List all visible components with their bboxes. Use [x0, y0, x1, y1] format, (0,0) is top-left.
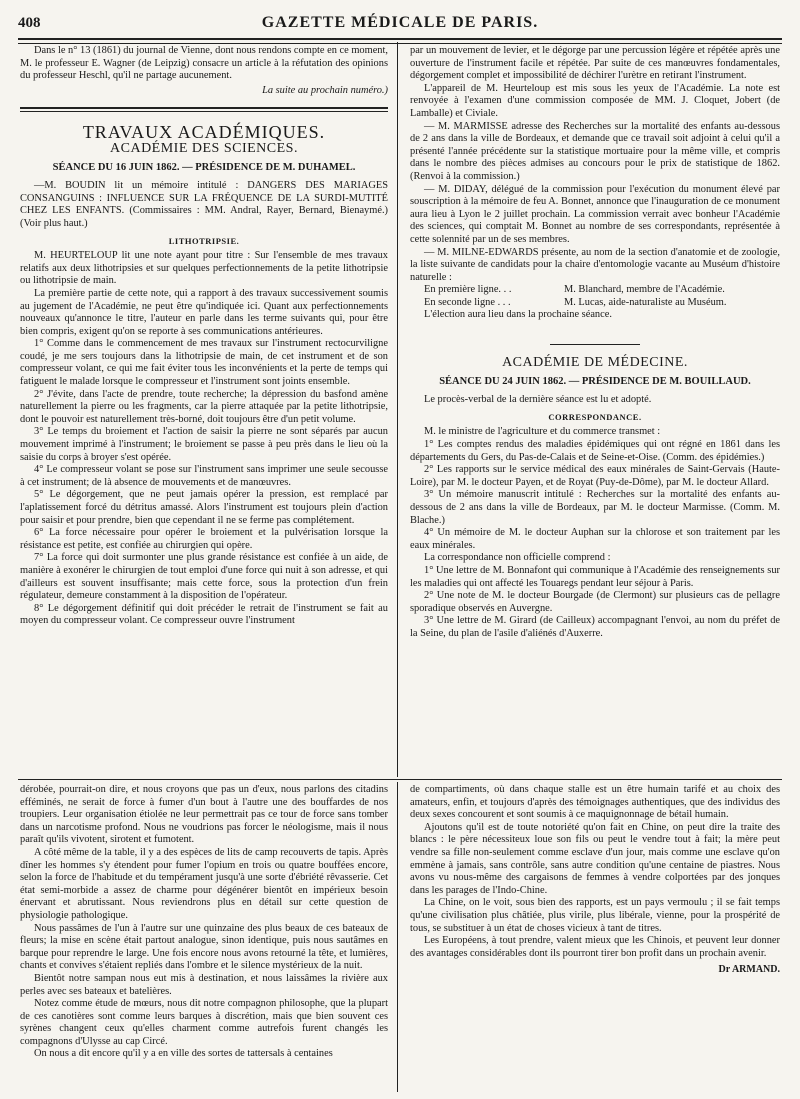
paragraph: par un mouvement de levier, et le dégorge par une percussion légère et répétée après une ouverture de l'instrument facile et répétée. Par suite de ces manœuvres fondamentales, dégorgement complet et impossibilité de déchirer l'urètre en retirant l'instrument. — [410, 45, 780, 82]
paragraph: Les Européens, à tout prendre, valent mieux que les Chinois, et peuvent leur donner des avantages considérables dont ils pourront tirer bon profit dans un prochain avenir. — [410, 935, 780, 959]
intro-paragraph: Dans le n° 13 (1861) du journal de Vienne, dont nous rendons compte en ce moment, M. le professeur E. Wagner (de Leipzig) consacre un article à la réfutation des opinions du professeur Heschl, qu'il ne partage aucunement. — [20, 45, 388, 82]
paragraph: 1° Comme dans le commencement de mes travaux sur l'instrument rectocurviligne coudé, je me sers toujours dans la lithotripsie de main, de cet instrument et de son compresseur volant, ce qui me fait éviter tous les inconvénients et la perte de temps qui fatiguent le malade lorsque le compresseur et l'instrument sont joints ensemble. — [20, 338, 388, 388]
bottom-column-separator — [397, 782, 398, 1092]
paragraph: dérobée, pourrait-on dire, et nous croyons que pas un d'eux, nous parlons des citadins efféminés, ne serait de force à fumer d'un bout à l'autre une des bouffardes de nos troupiers. Leur organisation étiolée ne leur permettrait pas ce tour de force sans tomber dans un narcotisme profond. Nous ne voudrions pas forcer le néologisme, mais il nous paraît qu'ils vivotent, sirotent et fumotent. — [20, 784, 388, 846]
paragraph: 3° Une lettre de M. Girard (de Cailleux) accompagnant l'envoi, au nom du préfet de la Seine, du plan de l'asile d'aliénés d'Auxerre. — [410, 615, 780, 639]
paragraph: 7° La force qui doit surmonter une plus grande résistance est confiée à un aide, de manière à exonérer le chirurgien de tout emploi d'une force qui nuit à son adresse, et qui d'ailleurs est souvent insuffisante; mais cette force, sous la protection d'un frein régulateur, demeure constamment à la disposition de l'opérateur. — [20, 552, 388, 602]
candidate-row — [410, 284, 780, 297]
paragraph: L'appareil de M. Heurteloup est mis sous les yeux de l'Académie. La note est renvoyée à l'examen d'une commission composée de MM. J. Cloquet, Jobert (de Lamballe) et Civiale. — [410, 82, 780, 119]
paragraph: M. HEURTELOUP lit une note ayant pour titre : Sur l'ensemble de mes travaux relatifs aux deux lithotripsies et sur quelques perfectionnements de la petite lithotripsie ou lithotripsie de main. — [20, 250, 388, 287]
suite-note: La suite au prochain numéro.) — [262, 84, 388, 96]
election-note: L'élection aura lieu dans la prochaine séance. — [424, 309, 612, 321]
section-title: TRAVAUX ACADÉMIQUES. — [82, 122, 326, 143]
seance-sciences: SÉANCE DU 16 JUIN 1862. — PRÉSIDENCE DE M. DUHAMEL. — [52, 161, 356, 173]
paragraph: 4° Le compresseur volant se pose sur l'instrument sans imprimer une seule secousse à cet instrument; de là absence de mouvements et de manœuvres. — [20, 464, 388, 488]
paragraph: La correspondance non officielle comprend : — [424, 552, 611, 564]
mid-page-rule — [18, 779, 782, 780]
paragraph: La Chine, on le voit, sous bien des rapports, est un pays vermoulu ; il se fait temps qu'une civilisation plus châtiée, plus virile, plus libérale, vienne, pour la prospérité de tous, se substituer à un état de choses vicieux à tant de titres. — [410, 897, 780, 934]
seance-medecine: SÉANCE DU 24 JUIN 1862. — PRÉSIDENCE DE M. BOUILLAUD. — [439, 375, 751, 387]
section-divider — [20, 107, 388, 112]
lithotripsie-paragraphs — [20, 250, 388, 628]
paragraph: de compartiments, où dans chaque stalle est un être humain tarifé et au choix des amateurs, enfin, et toujours d'après des témoignages authentiques, que des individus des deux sexes concourent et sont soumis à ce maquignonnage de bétail humain. — [410, 784, 780, 821]
journal-title: GAZETTE MÉDICALE DE PARIS. — [261, 14, 539, 31]
paragraph: M. le ministre de l'agriculture et du commerce transmet : — [424, 426, 661, 438]
paragraph: 8° Le dégorgement définitif qui doit précéder le retrait de l'instrument se fait au moyen du compresseur volant. Ce compresseur ouvre l'instrument — [20, 602, 388, 627]
top-left-column — [20, 45, 388, 773]
top-right-column — [410, 45, 780, 773]
bottom-right-column — [410, 784, 780, 1092]
paragraph: Nous passâmes de l'un à l'autre sur une quinzaine des plus beaux de ces bateaux de fleurs; la mise en scène était partout analogue, sinon identique, puis nous sautâmes en barque pour reprendre le large. Une fois encore nous avons retourné la tête, et lumières, chants et convives s'étaient repliés dans l'ombre et le silence mystérieux de la nuit. — [20, 922, 388, 972]
paragraph: 6° La force nécessaire pour opérer le broiement et la pulvérisation lorsque la résistance est petite, est confiée au chirurgien qui opère. — [20, 527, 388, 551]
paragraph: Notez comme étude de mœurs, nous dit notre compagnon philosophe, que la plupart de ces canotières sont comme leurs barques à discrétion, mais que bien souvent ces syrènes changent ceux qu'elles charment comme autrefois furent changés les compagnons d'Ulysse au cap Circé. — [20, 998, 388, 1047]
candidate-name: M. Blanchard, membre de l'Académie. — [564, 284, 725, 296]
paragraph: 5° Le dégorgement, que ne peut jamais opérer la pression, est remplacé par l'aplatissement forcé du détritus amassé. Alors l'instrument est toujours plein d'action pour saisir et pour prendre, bien que cependant il ne se ferme pas complétement. — [20, 489, 388, 526]
top-column-separator — [397, 42, 398, 777]
proces-verbal: Le procès-verbal de la dernière séance est lu et adopté. — [424, 394, 652, 406]
paragraph: A côté même de la table, il y a des espèces de lits de camp recouverts de tapis. Après dîner les hommes s'y étendent pour fumer l'opium en trois ou quatre bouffées encore, selon la force de l'habitude et du tempérament jusqu'à une sorte d'ébriété rêvasserie. Cet état semi-morbide a assez de charme pour dégénérer bientôt en impérieux besoin énervant et abrutissant. Nous reviendrons plus en détail sur cette question de physiologie pathologique. — [20, 846, 388, 921]
paragraph: 1° Une lettre de M. Bonnafont qui communique à l'Académie des renseignements sur les maladies qui ont affecté les Touaregs pendant leur séjour à Paris. — [410, 564, 780, 589]
bottom-left-column — [20, 784, 388, 1092]
candidate-name: M. Lucas, aide-naturaliste au Muséum. — [564, 296, 727, 308]
paragraph: La première partie de cette note, qui a rapport à des travaux successivement soumis au jugement de l'Académie, ne peut être qu'indiquée ici. Quant aux perfectionnements nouveaux qu'annonce le titre, l'auteur en parle dans les terme suivants qui, pour être bien compris, exigent qu'on se reporte à ses communications antérieures. — [20, 287, 388, 337]
paragraph: Bientôt notre sampan nous eut mis à destination, et nous laissâmes la rivière aux perles avec ses bateaux et batelières. — [20, 972, 388, 997]
lithotripsie-subhead: LITHOTRIPSIE. — [168, 235, 240, 246]
paragraph: 1° Les comptes rendus des maladies épidémiques qui ont régné en 1861 dans les départements du Gers, du Pas-de-Calais et de Seine-et-Oise. (Comm. des épidémies.) — [410, 439, 780, 463]
author-signature: Dr ARMAND. — [718, 964, 780, 976]
paragraph: 4° Un mémoire de M. le docteur Auphan sur la chlorose et son traitement par les eaux minérales. — [410, 527, 780, 551]
paragraph: 3° Un mémoire manuscrit intitulé : Recherches sur la mortalité des enfants au-dessous de 2 ans dans la ville de Bordeaux, par M. le docteur Marmisse. (Comm. M. Blache.) — [410, 489, 780, 526]
diday-paragraph: — M. DIDAY, délégué de la commission pour l'exécution du monument élevé par souscription à la mémoire de feu A. Bonnet, annonce que l'inauguration de ce monument aura lieu à Lyon le 2 juillet prochain. La commission verrait avec bonheur l'Académie des sciences, qui comptait M. Bonnet au nombre de ses correspondants, représentée à cette solennité par un de ses membres. — [410, 183, 780, 245]
paragraph: 2° Une note de M. le docteur Bourgade (de Clermont) sur plusieurs cas de pellagre sporadique observés en Auvergne. — [410, 590, 780, 614]
paragraph: On nous a dit encore qu'il y a en ville des sortes de tattersals à centaines — [34, 1048, 333, 1060]
page-number: 408 — [18, 15, 41, 31]
academy-medecine-title: ACADÉMIE DE MÉDECINE. — [502, 355, 688, 371]
candidate-rank: En première ligne. . . — [424, 284, 512, 296]
academy-sciences-title: ACADÉMIE DES SCIENCES. — [110, 140, 298, 156]
candidate-row — [410, 297, 780, 310]
paragraph: 2° J'évite, dans l'acte de prendre, toute recherche; la dépression du basfond amène naturellement la pierre ou les fragments, car la pierre attaquée par la petite lithotripsie, dont le pouvoir est naturellement très-borné, doit toujours être d'un petit volume. — [20, 388, 388, 425]
short-divider — [550, 344, 640, 345]
page-header — [18, 14, 782, 38]
boudin-paragraph: —M. BOUDIN lit un mémoire intitulé : DANGERS DES MARIAGES CONSANGUINS : INFLUENCE SUR LA FRÉQUENCE DE LA SURDI-MUTITÉ CHEZ LES ENFANTS. (Commissaires : MM. Andral, Rayer, Bernard, Bienaymé.) (Voir plus haut.) — [20, 180, 388, 229]
correspondance-subhead: CORRESPONDANCE. — [548, 411, 642, 422]
candidate-rank: En seconde ligne . . . — [424, 296, 511, 308]
paragraph: 2° Les rapports sur le service médical des eaux minérales de Saint-Gervais (Haute-Loire), par M. le docteur Payen, et de Royat (Puy-de-Dôme), par M. le docteur Allard. — [410, 464, 780, 488]
header-rule — [18, 38, 782, 44]
paragraph: Ajoutons qu'il est de toute notoriété qu'on fait en Chine, on peut dire la traite des blancs : le père nécessiteux loue son fils ou peut le vendre tout à fait; la mère peut vendre sa fille non-seulement comme esclave d'un jour, mais comme une esclave qu'on emmène à jamais, sans contrôle, sans autre condition qu'une centaine de piastres. Nous avons vu nous-même des cargaisons de femmes à vendre colportées par des jonques dans les parages de l'Indo-Chine. — [410, 821, 780, 896]
marmisse-paragraph: — M. MARMISSE adresse des Recherches sur la mortalité des enfants au-dessous de 2 ans dans la ville de Bordeaux, et demande que ce travail soit adjoint à celui qu'il a présenté l'année précédente sur la statistique mortuaire pour la même ville, et compris dans le nombre des pièces admises au concours pour le prix de statistique de 1862. (Renvoi à la commission.) — [410, 120, 780, 182]
milne-edwards-paragraph: — M. MILNE-EDWARDS présente, au nom de la section d'anatomie et de zoologie, la liste suivante de candidats pour la chaire d'entomologie vacante au Muséum d'histoire naturelle : — [410, 246, 780, 283]
paragraph: 3° Le temps du broiement et l'action de saisir la pierre ne sont séparés par aucun mouvement imprimé à l'instrument; le broiement se passe à peu près dans le lieu où la saisie du corps à broyer s'est opérée. — [20, 426, 388, 463]
